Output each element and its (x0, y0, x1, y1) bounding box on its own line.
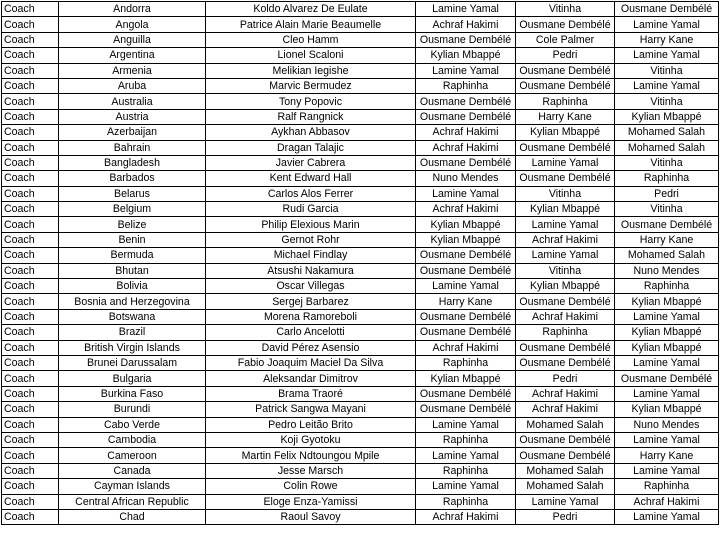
role-cell: Coach (2, 309, 59, 324)
country-cell: Bermuda (59, 248, 206, 263)
second-choice-cell: Kylian Mbappé (516, 202, 615, 217)
country-cell: Australia (59, 94, 206, 109)
first-choice-cell: Raphinha (416, 78, 516, 93)
role-cell: Coach (2, 94, 59, 109)
third-choice-cell: Achraf Hakimi (615, 494, 719, 509)
coach-name-cell: Patrice Alain Marie Beaumelle (206, 17, 416, 32)
first-choice-cell: Ousmane Dembélé (416, 109, 516, 124)
table-row (2, 232, 719, 247)
third-choice-cell: Raphinha (615, 279, 719, 294)
table-row (2, 509, 719, 524)
table-row (2, 479, 719, 494)
coach-name-cell: Marvic Bermudez (206, 78, 416, 93)
coach-name-cell: Kent Edward Hall (206, 171, 416, 186)
second-choice-cell: Achraf Hakimi (516, 402, 615, 417)
country-cell: Burkina Faso (59, 386, 206, 401)
country-cell: Belarus (59, 186, 206, 201)
second-choice-cell: Lamine Yamal (516, 248, 615, 263)
role-cell: Coach (2, 217, 59, 232)
first-choice-cell: Nuno Mendes (416, 171, 516, 186)
table-row (2, 494, 719, 509)
coach-name-cell: Atsushi Nakamura (206, 263, 416, 278)
third-choice-cell: Kylian Mbappé (615, 294, 719, 309)
role-cell: Coach (2, 340, 59, 355)
role-cell: Coach (2, 125, 59, 140)
role-cell: Coach (2, 171, 59, 186)
role-cell: Coach (2, 32, 59, 47)
first-choice-cell: Raphinha (416, 494, 516, 509)
first-choice-cell: Lamine Yamal (416, 479, 516, 494)
third-choice-cell: Mohamed Salah (615, 140, 719, 155)
role-cell: Coach (2, 417, 59, 432)
role-cell: Coach (2, 202, 59, 217)
role-cell: Coach (2, 63, 59, 78)
third-choice-cell: Lamine Yamal (615, 309, 719, 324)
third-choice-cell: Vitinha (615, 155, 719, 170)
second-choice-cell: Ousmane Dembélé (516, 448, 615, 463)
country-cell: Brazil (59, 325, 206, 340)
second-choice-cell: Vitinha (516, 263, 615, 278)
role-cell: Coach (2, 186, 59, 201)
second-choice-cell: Ousmane Dembélé (516, 340, 615, 355)
table-row (2, 171, 719, 186)
country-cell: Bolivia (59, 279, 206, 294)
table-row (2, 32, 719, 47)
second-choice-cell: Ousmane Dembélé (516, 355, 615, 370)
coach-name-cell: Philip Elexious Marin (206, 217, 416, 232)
country-cell: Azerbaijan (59, 125, 206, 140)
first-choice-cell: Kylian Mbappé (416, 217, 516, 232)
third-choice-cell: Vitinha (615, 202, 719, 217)
role-cell: Coach (2, 494, 59, 509)
table-row (2, 78, 719, 93)
role-cell: Coach (2, 294, 59, 309)
country-cell: Brunei Darussalam (59, 355, 206, 370)
table-row (2, 294, 719, 309)
first-choice-cell: Raphinha (416, 432, 516, 447)
third-choice-cell: Raphinha (615, 171, 719, 186)
role-cell: Coach (2, 248, 59, 263)
role-cell: Coach (2, 78, 59, 93)
first-choice-cell: Raphinha (416, 463, 516, 478)
role-cell: Coach (2, 155, 59, 170)
table-row (2, 325, 719, 340)
country-cell: Bhutan (59, 263, 206, 278)
second-choice-cell: Harry Kane (516, 109, 615, 124)
table-row (2, 340, 719, 355)
country-cell: Belize (59, 217, 206, 232)
second-choice-cell: Ousmane Dembélé (516, 17, 615, 32)
second-choice-cell: Pedri (516, 371, 615, 386)
first-choice-cell: Harry Kane (416, 294, 516, 309)
table-row (2, 402, 719, 417)
coach-name-cell: Ralf Rangnick (206, 109, 416, 124)
country-cell: Bangladesh (59, 155, 206, 170)
country-cell: Benin (59, 232, 206, 247)
coach-name-cell: Gernot Rohr (206, 232, 416, 247)
third-choice-cell: Lamine Yamal (615, 509, 719, 524)
country-cell: Botswana (59, 309, 206, 324)
role-cell: Coach (2, 386, 59, 401)
role-cell: Coach (2, 232, 59, 247)
role-cell: Coach (2, 509, 59, 524)
table-row (2, 448, 719, 463)
first-choice-cell: Kylian Mbappé (416, 48, 516, 63)
coach-name-cell: Cleo Hamm (206, 32, 416, 47)
table-row (2, 186, 719, 201)
coach-name-cell: Raoul Savoy (206, 509, 416, 524)
first-choice-cell: Ousmane Dembélé (416, 402, 516, 417)
coach-name-cell: David Pérez Asensio (206, 340, 416, 355)
second-choice-cell: Ousmane Dembélé (516, 294, 615, 309)
third-choice-cell: Harry Kane (615, 448, 719, 463)
second-choice-cell: Pedri (516, 509, 615, 524)
first-choice-cell: Ousmane Dembélé (416, 32, 516, 47)
country-cell: Argentina (59, 48, 206, 63)
coach-name-cell: Martin Felix Ndtoungou Mpile (206, 448, 416, 463)
coach-name-cell: Lionel Scaloni (206, 48, 416, 63)
third-choice-cell: Ousmane Dembélé (615, 217, 719, 232)
country-cell: Cabo Verde (59, 417, 206, 432)
table-row (2, 417, 719, 432)
first-choice-cell: Achraf Hakimi (416, 509, 516, 524)
country-cell: Angola (59, 17, 206, 32)
second-choice-cell: Vitinha (516, 186, 615, 201)
country-cell: Belgium (59, 202, 206, 217)
third-choice-cell: Harry Kane (615, 32, 719, 47)
role-cell: Coach (2, 17, 59, 32)
third-choice-cell: Lamine Yamal (615, 48, 719, 63)
first-choice-cell: Ousmane Dembélé (416, 309, 516, 324)
table-row (2, 217, 719, 232)
first-choice-cell: Lamine Yamal (416, 186, 516, 201)
coach-name-cell: Aleksandar Dimitrov (206, 371, 416, 386)
table-row (2, 17, 719, 32)
country-cell: Cayman Islands (59, 479, 206, 494)
coach-name-cell: Sergej Barbarez (206, 294, 416, 309)
table-row (2, 48, 719, 63)
table-row (2, 386, 719, 401)
first-choice-cell: Lamine Yamal (416, 279, 516, 294)
second-choice-cell: Ousmane Dembélé (516, 78, 615, 93)
third-choice-cell: Lamine Yamal (615, 78, 719, 93)
role-cell: Coach (2, 325, 59, 340)
first-choice-cell: Lamine Yamal (416, 63, 516, 78)
role-cell: Coach (2, 263, 59, 278)
role-cell: Coach (2, 479, 59, 494)
first-choice-cell: Ousmane Dembélé (416, 263, 516, 278)
second-choice-cell: Raphinha (516, 325, 615, 340)
second-choice-cell: Ousmane Dembélé (516, 171, 615, 186)
role-cell: Coach (2, 432, 59, 447)
coach-name-cell: Brama Traoré (206, 386, 416, 401)
coach-name-cell: Pedro Leitão Brito (206, 417, 416, 432)
first-choice-cell: Ousmane Dembélé (416, 248, 516, 263)
first-choice-cell: Lamine Yamal (416, 417, 516, 432)
first-choice-cell: Ousmane Dembélé (416, 386, 516, 401)
first-choice-cell: Achraf Hakimi (416, 125, 516, 140)
third-choice-cell: Kylian Mbappé (615, 402, 719, 417)
third-choice-cell: Ousmane Dembélé (615, 2, 719, 17)
third-choice-cell: Lamine Yamal (615, 355, 719, 370)
table-row (2, 309, 719, 324)
role-cell: Coach (2, 355, 59, 370)
third-choice-cell: Harry Kane (615, 232, 719, 247)
second-choice-cell: Lamine Yamal (516, 155, 615, 170)
coach-name-cell: Rudi Garcia (206, 202, 416, 217)
first-choice-cell: Lamine Yamal (416, 2, 516, 17)
first-choice-cell: Kylian Mbappé (416, 232, 516, 247)
third-choice-cell: Vitinha (615, 94, 719, 109)
second-choice-cell: Mohamed Salah (516, 463, 615, 478)
coach-name-cell: Aykhan Abbasov (206, 125, 416, 140)
coach-name-cell: Fabio Joaquim Maciel Da Silva (206, 355, 416, 370)
third-choice-cell: Lamine Yamal (615, 463, 719, 478)
table-row (2, 140, 719, 155)
country-cell: Bahrain (59, 140, 206, 155)
coach-name-cell: Carlo Ancelotti (206, 325, 416, 340)
second-choice-cell: Achraf Hakimi (516, 309, 615, 324)
second-choice-cell: Achraf Hakimi (516, 386, 615, 401)
third-choice-cell: Nuno Mendes (615, 417, 719, 432)
second-choice-cell: Mohamed Salah (516, 479, 615, 494)
second-choice-cell: Vitinha (516, 2, 615, 17)
country-cell: Andorra (59, 2, 206, 17)
first-choice-cell: Raphinha (416, 355, 516, 370)
country-cell: Anguilla (59, 32, 206, 47)
country-cell: Bosnia and Herzegovina (59, 294, 206, 309)
first-choice-cell: Lamine Yamal (416, 448, 516, 463)
coach-name-cell: Carlos Alos Ferrer (206, 186, 416, 201)
country-cell: Cameroon (59, 448, 206, 463)
coach-name-cell: Koji Gyotoku (206, 432, 416, 447)
second-choice-cell: Kylian Mbappé (516, 279, 615, 294)
role-cell: Coach (2, 371, 59, 386)
second-choice-cell: Lamine Yamal (516, 217, 615, 232)
second-choice-cell: Lamine Yamal (516, 494, 615, 509)
country-cell: Cambodia (59, 432, 206, 447)
third-choice-cell: Lamine Yamal (615, 386, 719, 401)
table-row (2, 432, 719, 447)
third-choice-cell: Mohamed Salah (615, 125, 719, 140)
coach-name-cell: Javier Cabrera (206, 155, 416, 170)
first-choice-cell: Achraf Hakimi (416, 202, 516, 217)
coach-name-cell: Patrick Sangwa Mayani (206, 402, 416, 417)
third-choice-cell: Pedri (615, 186, 719, 201)
second-choice-cell: Mohamed Salah (516, 417, 615, 432)
second-choice-cell: Kylian Mbappé (516, 125, 615, 140)
coach-name-cell: Dragan Talajic (206, 140, 416, 155)
role-cell: Coach (2, 402, 59, 417)
role-cell: Coach (2, 48, 59, 63)
table-row (2, 371, 719, 386)
coach-name-cell: Morena Ramoreboli (206, 309, 416, 324)
table-row (2, 125, 719, 140)
country-cell: Austria (59, 109, 206, 124)
table-row (2, 94, 719, 109)
third-choice-cell: Lamine Yamal (615, 17, 719, 32)
first-choice-cell: Ousmane Dembélé (416, 155, 516, 170)
coach-name-cell: Michael Findlay (206, 248, 416, 263)
second-choice-cell: Ousmane Dembélé (516, 63, 615, 78)
country-cell: Armenia (59, 63, 206, 78)
table-row (2, 202, 719, 217)
second-choice-cell: Achraf Hakimi (516, 232, 615, 247)
first-choice-cell: Achraf Hakimi (416, 17, 516, 32)
votes-table-body (2, 2, 719, 525)
second-choice-cell: Cole Palmer (516, 32, 615, 47)
table-row (2, 2, 719, 17)
table-row (2, 279, 719, 294)
third-choice-cell: Vitinha (615, 63, 719, 78)
third-choice-cell: Lamine Yamal (615, 432, 719, 447)
table-row (2, 63, 719, 78)
third-choice-cell: Kylian Mbappé (615, 325, 719, 340)
country-cell: Aruba (59, 78, 206, 93)
role-cell: Coach (2, 463, 59, 478)
country-cell: Burundi (59, 402, 206, 417)
coach-name-cell: Eloge Enza-Yamissi (206, 494, 416, 509)
role-cell: Coach (2, 109, 59, 124)
coach-name-cell: Koldo Alvarez De Eulate (206, 2, 416, 17)
table-row (2, 463, 719, 478)
first-choice-cell: Ousmane Dembélé (416, 94, 516, 109)
country-cell: Central African Republic (59, 494, 206, 509)
country-cell: Chad (59, 509, 206, 524)
first-choice-cell: Kylian Mbappé (416, 371, 516, 386)
table-row (2, 355, 719, 370)
role-cell: Coach (2, 140, 59, 155)
third-choice-cell: Raphinha (615, 479, 719, 494)
table-row (2, 109, 719, 124)
coach-name-cell: Jesse Marsch (206, 463, 416, 478)
third-choice-cell: Kylian Mbappé (615, 340, 719, 355)
table-row (2, 155, 719, 170)
votes-table (1, 1, 719, 525)
third-choice-cell: Mohamed Salah (615, 248, 719, 263)
coach-name-cell: Tony Popovic (206, 94, 416, 109)
second-choice-cell: Ousmane Dembélé (516, 432, 615, 447)
coach-name-cell: Colin Rowe (206, 479, 416, 494)
second-choice-cell: Pedri (516, 48, 615, 63)
third-choice-cell: Kylian Mbappé (615, 109, 719, 124)
third-choice-cell: Ousmane Dembélé (615, 371, 719, 386)
role-cell: Coach (2, 279, 59, 294)
coach-name-cell: Melikian Iegishe (206, 63, 416, 78)
role-cell: Coach (2, 448, 59, 463)
country-cell: British Virgin Islands (59, 340, 206, 355)
country-cell: Bulgaria (59, 371, 206, 386)
coach-name-cell: Oscar Villegas (206, 279, 416, 294)
second-choice-cell: Ousmane Dembélé (516, 140, 615, 155)
first-choice-cell: Achraf Hakimi (416, 140, 516, 155)
third-choice-cell: Nuno Mendes (615, 263, 719, 278)
country-cell: Canada (59, 463, 206, 478)
role-cell: Coach (2, 2, 59, 17)
first-choice-cell: Ousmane Dembélé (416, 325, 516, 340)
table-row (2, 263, 719, 278)
table-row (2, 248, 719, 263)
country-cell: Barbados (59, 171, 206, 186)
second-choice-cell: Raphinha (516, 94, 615, 109)
first-choice-cell: Achraf Hakimi (416, 340, 516, 355)
